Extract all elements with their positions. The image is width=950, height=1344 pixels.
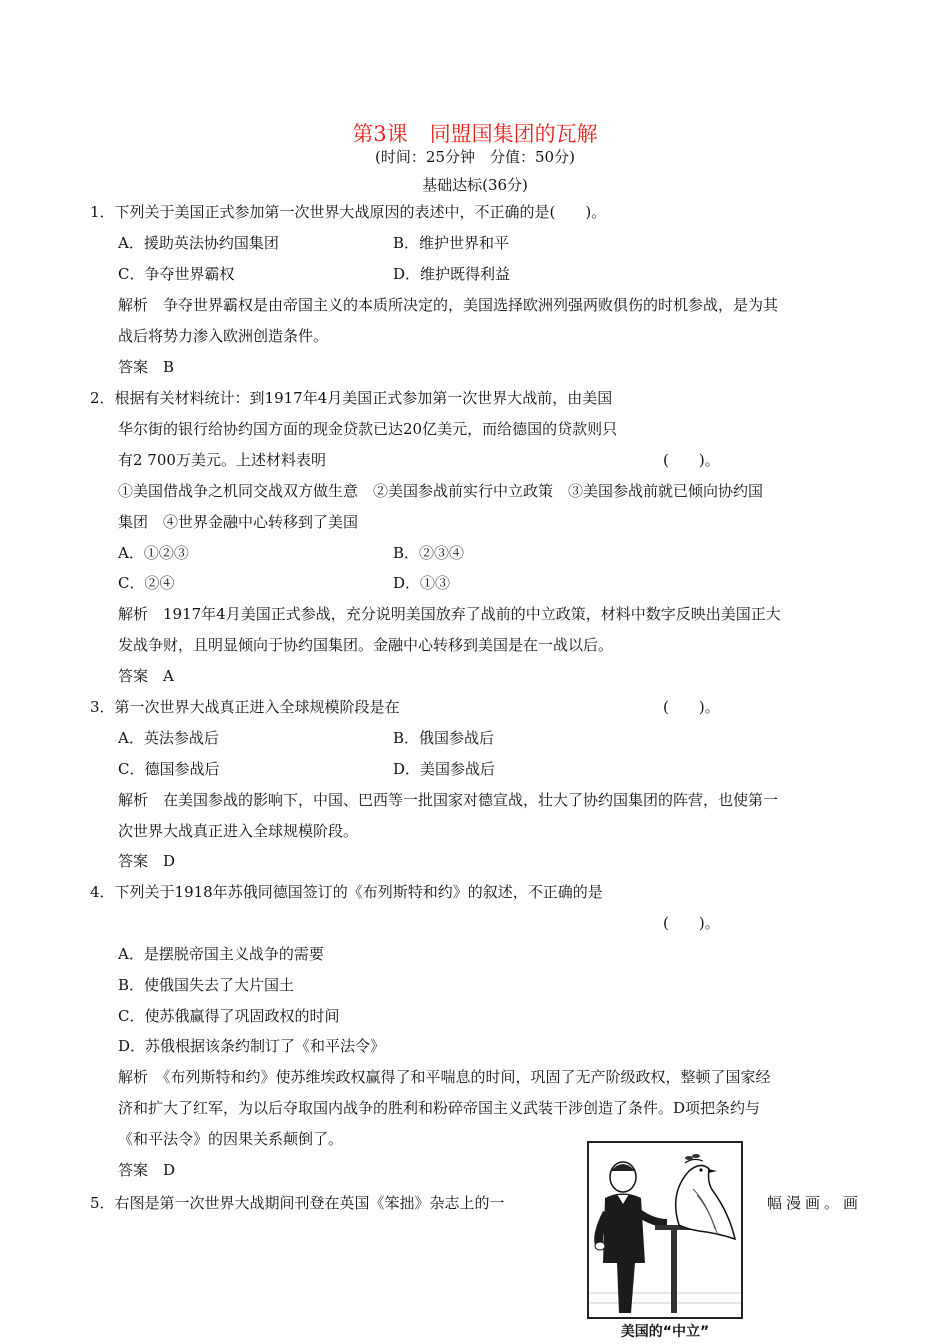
- question-4-answer: 答案 D: [118, 1161, 176, 1179]
- question-3-option-b: B．俄国参战后: [393, 729, 495, 747]
- question-3-analysis: 解析 在美国参战的影响下，中国、巴西等一批国家对德宣战，壮大了协约国集团的阵营，也使第一: [118, 791, 779, 809]
- question-3-option-a: A．英法参战后: [118, 729, 219, 747]
- question-1-stem: 1．下列关于美国正式参加第一次世界大战原因的表述中，不正确的是( )。: [90, 203, 607, 221]
- question-4-answer-blank: ( )。: [663, 914, 720, 932]
- question-4-option-c: C．使苏俄赢得了巩固政权的时间: [118, 1007, 340, 1025]
- question-2-statements: ①美国借战争之机同交战双方做生意 ②美国参战前实行中立政策 ③美国参战前就已倾向协约国: [118, 482, 764, 500]
- question-1-option-a: A．援助英法协约国集团: [118, 234, 279, 252]
- question-4-option-d: D．苏俄根据该条约制订了《和平法令》: [118, 1037, 386, 1055]
- question-2-answer: 答案 A: [118, 667, 174, 685]
- question-2-option-b: B．②③④: [393, 544, 465, 562]
- question-2-statements-cont: 集团 ④世界金融中心转移到了美国: [118, 513, 359, 531]
- lesson-title: [0, 120, 950, 148]
- question-4-option-a: A．是摆脱帝国主义战争的需要: [118, 945, 324, 963]
- question-2-stem-cont: 华尔街的银行给协约国方面的现金贷款已达20亿美元，而给德国的贷款则只: [118, 420, 618, 438]
- question-4-analysis-cont: 济和扩大了红军，为以后夺取国内战争的胜利和粉碎帝国主义武装干涉创造了条件。D项把条约与: [118, 1099, 761, 1117]
- question-4-option-b: B．使俄国失去了大片国土: [118, 976, 295, 994]
- question-2-option-d: D．①③: [393, 574, 451, 592]
- question-2-analysis-cont: 发战争财，且明显倾向于协约国集团。金融中心转移到美国是在一战以后。: [118, 636, 614, 654]
- question-2-option-a: A．①②③: [118, 544, 189, 562]
- question-1-analysis-cont: 战后将势力渗入欧洲创造条件。: [118, 327, 329, 345]
- question-4-analysis: 解析 《布列斯特和约》使苏维埃政权赢得了和平喘息的时间，巩固了无产阶级政权，整顿了国家经: [118, 1068, 771, 1086]
- section-heading: 基础达标(36分): [422, 176, 528, 194]
- time-info: (时间：25分钟 分值：50分): [375, 148, 575, 166]
- question-3-answer: 答案 D: [118, 852, 176, 870]
- question-4-stem: 4．下列关于1918年苏俄同德国签订的《布列斯特和约》的叙述，不正确的是: [90, 883, 603, 901]
- question-3-option-c: C．德国参战后: [118, 760, 220, 778]
- question-4-analysis-end: 《和平法令》的因果关系颠倒了。: [118, 1130, 344, 1148]
- question-3-stem: 3．第一次世界大战真正进入全球规模阶段是在: [90, 698, 400, 716]
- question-5-stem-right: 幅漫画。画: [767, 1194, 863, 1212]
- question-1-analysis: 解析 争夺世界霸权是由帝国主义的本质所决定的，美国选择欧洲列强两败俱伤的时机参战，是为其: [118, 296, 779, 314]
- cartoon-caption: 美国的“中立”: [620, 1324, 710, 1340]
- question-2-answer-blank: ( )。: [663, 451, 720, 469]
- question-2-stem: 2．根据有关材料统计：到1917年4月美国正式参加第一次世界大战前，由美国: [90, 389, 613, 407]
- question-1-option-d: D．维护既得利益: [393, 265, 511, 283]
- question-1-answer: 答案 B: [118, 358, 175, 376]
- question-2-option-c: C．②④: [118, 574, 175, 592]
- lesson-name: 同盟国集团的瓦解: [429, 122, 598, 146]
- question-2-stem-end: 有2 700万美元。上述材料表明: [118, 451, 326, 469]
- question-1-option-b: B．维护世界和平: [393, 234, 510, 252]
- lesson-number: 第3课: [352, 122, 408, 146]
- question-1-option-c: C．争夺世界霸权: [118, 265, 235, 283]
- question-3-option-d: D．美国参战后: [393, 760, 496, 778]
- question-3-analysis-cont: 次世界大战真正进入全球规模阶段。: [118, 822, 359, 840]
- question-5-stem: 5．右图是第一次世界大战期间刊登在英国《笨拙》杂志上的一: [90, 1194, 505, 1212]
- question-3-answer-blank: ( )。: [663, 698, 720, 716]
- cartoon-illustration: [589, 1143, 741, 1317]
- cartoon-image: [587, 1141, 743, 1319]
- question-2-analysis: 解析 1917年4月美国正式参战，充分说明美国放弃了战前的中立政策，材料中数字反映出美国正大: [118, 605, 781, 623]
